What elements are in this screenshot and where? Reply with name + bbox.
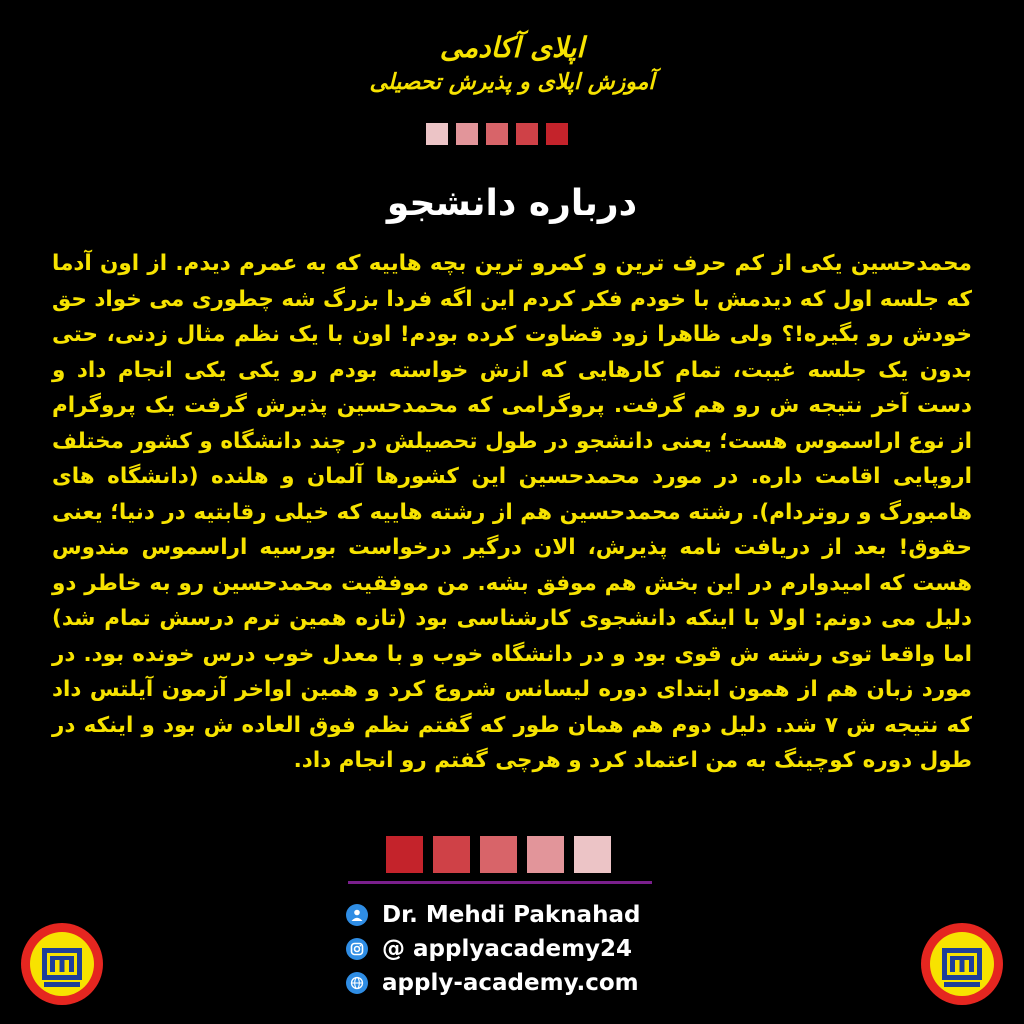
contact-instagram-row[interactable] [346, 932, 640, 966]
apply-academy-logo-left [21, 923, 103, 1005]
brand-name: اپلای آکادمی [439, 31, 585, 64]
student-story-text: محمدحسین یکی از کم حرف ترین و کمرو ترین بچه هاییه که به عمرم دیدم. از اون آدما که جلسه اول که دیدمش با خودم فکر کردم این اگه فردا بزرگ شه چطوری می خواد حق خودش رو بگیره!؟ ولی ظاهرا زود قضاوت کرده بودم! اون با یک نظم مثال زدنی، حتی بدون یک جلسه غیبت، تمام کارهایی که ازش خواسته بودم رو یکی یکی انجام داد و دست آخر نتیجه ش رو هم گرفت. پروگرامی که محمدحسین پذیرش گرفت یک پروگرام از نوع اراسموس هست؛ یعنی دانشجو در طول تحصیلش در چند دانشگاه و کشور مختلف اروپایی اقامت داره. در مورد محمدحسین این کشورها آلمان و هلنده (دانشگاه های هامبورگ و روتردام). رشته محمدحسین هم از رشته هاییه که خیلی رقابتیه در دنیا؛ یعنی حقوق! بعد از دریافت نامه پذیرش، الان درگیر درخواست بورسیه اراسموس مندوس هست که امیدوارم در این بخش هم موفق بشه. من موفقیت محمدحسین رو به خاطر دو دلیل می دونم: اولا با اینکه دانشجوی کارشناسی بود (تازه همین ترم درسش تمام شد) اما واقعا توی رشته ش قوی بود و در دانشگاه خوب و با معدل خوب درس خونده بود. در مورد زبان هم از همون ابتدای دوره لیسانس شروع کرد و همین اواخر آزمون آیلتس داد که نتیجه ش ۷ شد. دلیل دوم هم همان طور که گفتم نظم فوق العاده ش بود و اینکه در طول دوره کوچینگ به من اعتماد کرد و هرچی گفتم رو انجام داد. [52, 251, 972, 773]
contact-name: Dr. Mehdi Paknahad [382, 902, 641, 928]
swatch [433, 836, 470, 873]
color-swatches-top [426, 123, 568, 145]
apply-academy-logo-icon [930, 932, 994, 996]
divider [348, 881, 652, 884]
brand-header [0, 30, 1024, 98]
contact-website-row[interactable] [346, 966, 640, 1000]
apply-academy-logo-right [921, 923, 1003, 1005]
swatch [574, 836, 611, 873]
swatch [456, 123, 478, 145]
swatch [486, 123, 508, 145]
apply-academy-logo-icon [30, 932, 94, 996]
swatch [546, 123, 568, 145]
swatch [480, 836, 517, 873]
page-title: درباره دانشجو [386, 183, 638, 224]
swatch [426, 123, 448, 145]
brand-tagline: آموزش اپلای و پذیرش تحصیلی [369, 70, 655, 95]
swatch [386, 836, 423, 873]
contact-name-row [346, 898, 640, 932]
swatch [516, 123, 538, 145]
user-icon [346, 904, 368, 926]
contact-info [346, 898, 640, 1000]
color-swatches-bottom [386, 836, 611, 873]
contact-instagram[interactable]: @ applyacademy24 [382, 936, 633, 962]
globe-icon [346, 972, 368, 994]
swatch [527, 836, 564, 873]
instagram-icon [346, 938, 368, 960]
contact-website[interactable]: apply-academy.com [382, 970, 639, 996]
